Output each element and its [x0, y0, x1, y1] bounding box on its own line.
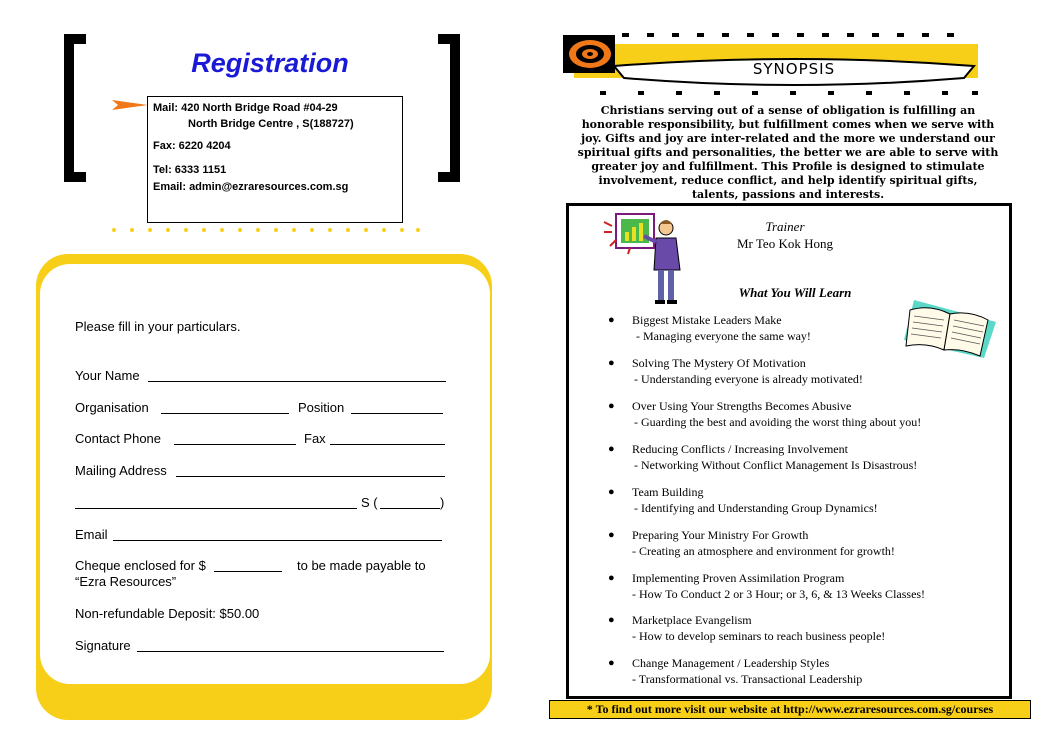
presenter-clipart-icon: [600, 212, 692, 308]
bullet-icon: ●: [608, 572, 615, 584]
payee-label: “Ezra Resources”: [75, 574, 177, 589]
synopsis-line: spiritual gifts and personalities, the better we are able to serve with: [577, 146, 999, 159]
contact-phone-label: Contact Phone: [75, 431, 162, 446]
name-label: Your Name: [75, 368, 140, 383]
cheque-label: Cheque enclosed for $: [75, 558, 206, 573]
right-bracket: [438, 34, 460, 182]
contact-phone-field[interactable]: [174, 444, 296, 445]
bullet-icon: ●: [608, 657, 615, 669]
postal-close: ): [440, 495, 445, 510]
learn-item-title: Biggest Mistake Leaders Make: [632, 313, 782, 327]
bullet-icon: ●: [608, 314, 615, 326]
learn-item-title: Change Management / Leadership Styles: [632, 656, 830, 670]
bullet-icon: ●: [608, 357, 615, 369]
synopsis-line: involvement, reduce conflict, and help identify spiritual gifts,: [598, 174, 978, 187]
learn-item-title: Team Building: [632, 485, 704, 499]
dotted-divider: [112, 226, 422, 234]
open-book-icon: [900, 296, 1000, 362]
contact-mail-line2: North Bridge Centre , S(188727): [188, 118, 354, 130]
synopsis-body: [562, 104, 1014, 202]
organisation-label: Organisation: [75, 400, 149, 415]
mailing-address-label: Mailing Address: [75, 463, 167, 478]
learn-item-sub: - Transformational vs. Transactional Leadership: [632, 672, 863, 686]
contact-tel: Tel: 6333 1151: [153, 164, 227, 176]
contact-email: Email: admin@ezraresources.com.sg: [153, 181, 349, 193]
postal-code-field[interactable]: [380, 508, 440, 509]
deposit-label: Non-refundable Deposit: $50.00: [75, 606, 260, 621]
payable-label: to be made payable to: [297, 558, 426, 573]
learn-item-sub: - How to develop seminars to reach business people!: [632, 629, 886, 643]
learn-item-sub: - Networking Without Conflict Management Is Disastrous!: [634, 458, 918, 472]
learn-item-sub: - How To Conduct 2 or 3 Hour; or 3, 6, & 13 Weeks Classes!: [632, 587, 926, 601]
left-bracket: [64, 34, 86, 182]
learn-item-sub: - Creating an atmosphere and environment for growth!: [632, 544, 895, 558]
contact-mail: Mail: 420 North Bridge Road #04-29: [153, 102, 338, 114]
learn-item-sub: - Identifying and Understanding Group Dynamics!: [634, 501, 878, 515]
synopsis-line: joy. Gifts and joy are inter-related and the more we understand our: [581, 132, 995, 145]
position-label: Position: [298, 400, 345, 415]
mailing-address-field-line2[interactable]: [75, 508, 357, 509]
learn-item-title: Marketplace Evangelism: [632, 613, 752, 627]
synopsis-line: talents, passions and interests.: [691, 188, 885, 201]
position-field[interactable]: [351, 413, 443, 414]
contact-fax: Fax: 6220 4204: [153, 140, 231, 152]
synopsis-line: honorable responsibility, but fulfillment comes when we serve with: [581, 118, 995, 131]
postal-label: S (: [361, 495, 378, 510]
form-intro: Please fill in your particulars.: [75, 319, 241, 334]
fax-label: Fax: [304, 431, 326, 446]
email-field[interactable]: [113, 540, 442, 541]
learn-item-title: Reducing Conflicts / Increasing Involvement: [632, 442, 848, 456]
learn-item-sub: - Understanding everyone is already motivated!: [634, 372, 863, 386]
synopsis-heading: SYNOPSIS: [752, 60, 836, 78]
learn-item-title: Preparing Your Ministry For Growth: [632, 528, 809, 542]
signature-field[interactable]: [137, 651, 444, 652]
bullet-icon: ●: [608, 529, 615, 541]
learn-item-title: Over Using Your Strengths Becomes Abusive: [632, 399, 852, 413]
synopsis-line: greater joy and fulfillment. This Profile is designed to stimulate: [591, 160, 985, 173]
contact-box: [147, 96, 403, 223]
bullet-icon: ●: [608, 443, 615, 455]
bottom-dotted-strip: [600, 90, 980, 96]
organisation-field[interactable]: [161, 413, 289, 414]
trainer-label: Trainer: [765, 219, 805, 234]
learn-item-title: Implementing Proven Assimilation Program: [632, 571, 845, 585]
name-field[interactable]: [148, 381, 446, 382]
signature-label: Signature: [75, 638, 131, 653]
learn-item-title: Solving The Mystery Of Motivation: [632, 356, 806, 370]
bullet-icon: ●: [608, 400, 615, 412]
synopsis-line: Christians serving out of a sense of obligation is fulfilling an: [600, 104, 976, 117]
bullet-icon: ●: [608, 486, 615, 498]
learn-item-sub: - Guarding the best and avoiding the worst thing about you!: [634, 415, 922, 429]
learn-title: What You Will Learn: [738, 285, 852, 300]
bullet-icon: ●: [608, 614, 615, 626]
registration-title: Registration: [191, 48, 349, 78]
cheque-amount-field[interactable]: [214, 571, 282, 572]
learn-item-sub: - Managing everyone the same way!: [636, 329, 811, 343]
trainer-name: Mr Teo Kok Hong: [737, 236, 833, 251]
arrow-pointer-icon: [112, 98, 148, 112]
mailing-address-field[interactable]: [176, 476, 445, 477]
website-footer-link[interactable]: * To find out more visit our website at http://www.ezraresources.com.sg/courses: [549, 700, 1031, 719]
target-icon: [563, 35, 615, 73]
top-dotted-strip: [622, 32, 972, 38]
fax-field[interactable]: [330, 444, 445, 445]
email-label: Email: [75, 527, 108, 542]
